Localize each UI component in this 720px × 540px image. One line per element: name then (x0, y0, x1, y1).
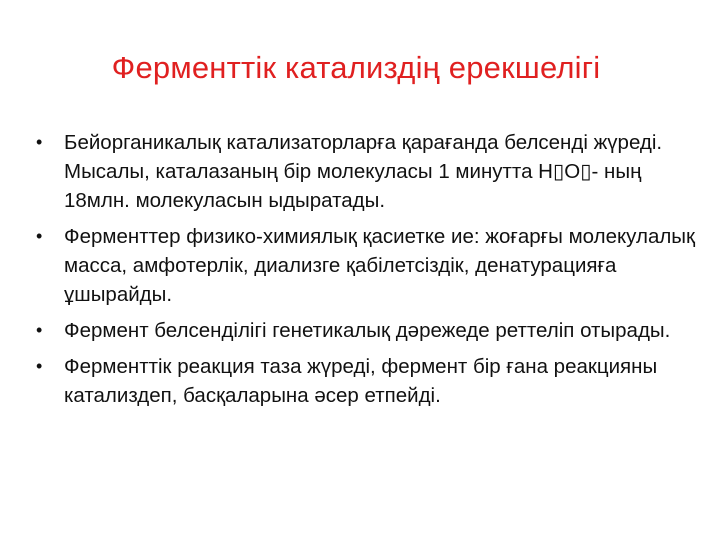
bullet-marker: • (36, 356, 43, 376)
bullet-marker: • (36, 320, 43, 340)
bullet-text: Бейорганикалық катализаторларға қарағанда белсенді жүреді. Мысалы, каталазаның бір молекуласы 1 минутта H▯O▯- ның 18млн. молекуласын ыдыратады. (64, 131, 663, 212)
bullet-text: Фермент белсенділігі генетикалық дәрежеде реттеліп отырады. (64, 319, 671, 342)
bullet-item (34, 128, 704, 215)
bullet-item (34, 316, 704, 345)
bullet-marker: • (36, 132, 43, 152)
bullet-list (34, 128, 704, 417)
bullet-item (34, 222, 704, 309)
bullet-marker: • (36, 226, 43, 246)
bullet-item (34, 352, 704, 410)
bullet-text: Ферменттер физико-химиялық қасиетке ие: жоғарғы молекулалық масса, амфотерлік, диализге қабілетсіздік, денатурацияға ұшырайды. (64, 225, 696, 306)
bullet-text: Ферменттік реакция таза жүреді, фермент бір ғана реакцияны катализдеп, басқаларына әсер етпейді. (64, 355, 658, 407)
slide-title: Ферменттік катализдің ерекшелігі (111, 50, 601, 85)
